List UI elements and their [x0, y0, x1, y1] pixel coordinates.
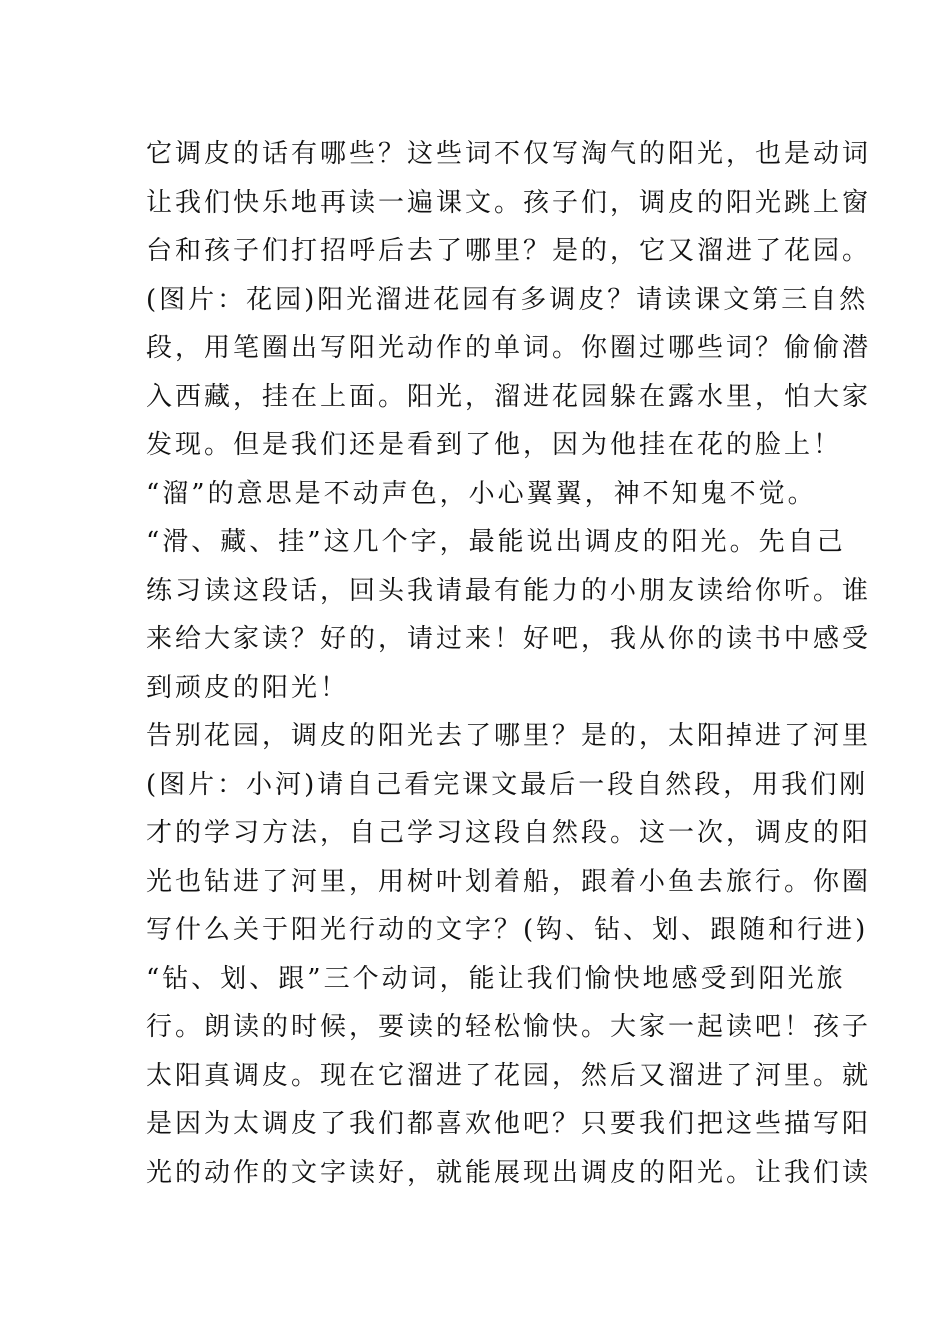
text-line: 才的学习方法，自己学习这段自然段。这一次，调皮的阳: [146, 818, 872, 848]
text-line: 光的动作的文字读好，就能展现出调皮的阳光。让我们读: [146, 1157, 872, 1188]
text-line: 到顽皮的阳光！: [146, 672, 350, 703]
text-line: 台和孩子们打招呼后去了哪里？是的，它又溜进了花园。: [146, 236, 872, 266]
text-line: 练习读这段话，回头我请最有能力的小朋友读给你听。谁: [146, 575, 872, 606]
text-line: (图片：花园)阳光溜进花园有多调皮？请读课文第三自然: [146, 284, 869, 315]
text-line: 太阳真调皮。现在它溜进了花园，然后又溜进了河里。就: [146, 1060, 872, 1091]
text-line: “钻、划、跟”三个动词，能让我们愉快地感受到阳光旅: [146, 963, 846, 994]
text-line: 它调皮的话有哪些？这些词不仅写淘气的阳光，也是动词: [146, 139, 872, 169]
body-text: [146, 130, 872, 1197]
text-line: “滑、藏、挂”这几个字，最能说出调皮的阳光。先自己: [146, 527, 846, 557]
text-line: “溜”的意思是不动声色，小心翼翼，神不知鬼不觉。: [146, 478, 817, 509]
text-line: 写什么关于阳光行动的文字？(钩、钻、划、跟随和行进): [146, 915, 869, 945]
text-line: 发现。但是我们还是看到了他，因为他挂在花的脸上！: [146, 430, 843, 460]
text-line: 让我们快乐地再读一遍课文。孩子们，调皮的阳光跳上窗: [146, 187, 872, 218]
text-line: 是因为太调皮了我们都喜欢他吧？只要我们把这些描写阳: [146, 1109, 872, 1139]
text-line: 光也钻进了河里，用树叶划着船，跟着小鱼去旅行。你圈: [146, 866, 872, 897]
text-line: (图片：小河)请自己看完课文最后一段自然段，用我们刚: [146, 769, 869, 800]
text-line: 段，用笔圈出写阳光动作的单词。你圈过哪些词？偷偷潜: [146, 333, 872, 363]
text-line: 告别花园，调皮的阳光去了哪里？是的，太阳掉进了河里: [146, 721, 872, 751]
text-line: 来给大家读？好的，请过来！好吧，我从你的读书中感受: [146, 624, 872, 654]
text-line: 行。朗读的时候，要读的轻松愉快。大家一起读吧！孩子: [146, 1012, 872, 1042]
text-line: 入西藏，挂在上面。阳光，溜进花园躲在露水里，怕大家: [146, 381, 872, 412]
